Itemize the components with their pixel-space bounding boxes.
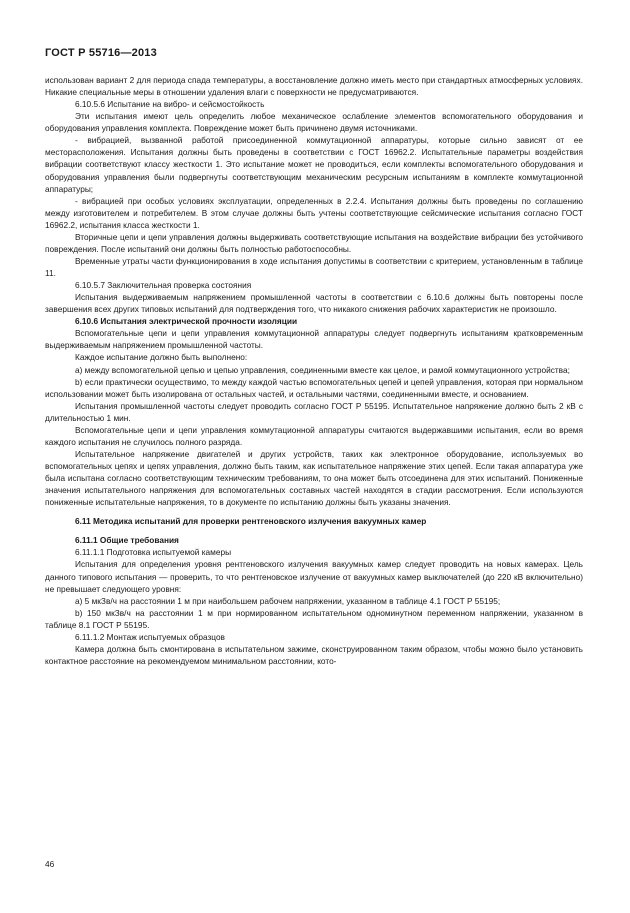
section-heading-bold: 6.11.1 Общие требования [75, 535, 179, 546]
section-heading: 6.10.5.6 Испытание на вибро- и сейсмостойкость [75, 99, 265, 110]
paragraph: Каждое испытание должно быть выполнено: [75, 352, 248, 363]
paragraph: Вспомогательные цепи и цепи управления коммутационной аппаратуры считаются выдержавшими испытания, если во время каждого испытания не случилось полного разряда. [45, 424, 583, 447]
paragraph: Временные утраты части функционирования в ходе испытания допустимы в соответствии с критерием, установленным в таблице 11. [45, 255, 583, 278]
paragraph: Камера должна быть смонтирована в испытательном зажиме, сконструированном таким образом, чтобы можно было установить контактное расстояние на рекомендуемом минимальном расстоянии, кото- [45, 643, 583, 666]
section-heading-bold: 6.10.6 Испытания электрической прочности изоляции [75, 316, 298, 327]
paragraph: Вспомогательные цепи и цепи управления коммутационной аппаратуры следует подвергнуть испытаниям кратковременным выдерживаемым напряжением промышленной частоты. [45, 328, 583, 351]
page-number: 46 [45, 859, 55, 869]
paragraph: использован вариант 2 для периода спада температуры, а восстановление должно иметь место при стандартных атмосферных условиях. Никакие специальные меры в отношении удаления влаги с поверхности не предусматриваются. [45, 75, 583, 98]
list-item: b) 150 мкЗв/ч на расстоянии 1 м при нормированном испытательном одноминутном переменном напряжении, указанном в таблице 8.1 ГОСТ Р 55195. [45, 607, 583, 630]
paragraph: Эти испытания имеют цель определить любое механическое ослабление элементов вспомогательного оборудования и оборудования управления комплекта. Повреждение может быть причинено двумя источниками. [45, 111, 583, 134]
document-body [45, 74, 583, 667]
paragraph: Испытательное напряжение двигателей и других устройств, таких как электронное оборудование, используемых во вспомогательных цепях и цепях управления, должно быть таким, как испытательное напряжение этих цепей. Если такая аппаратура уже была испытана согласно соответствующим техническим требованиям, то она может быть отсоединена для этих испытаний. Пониженные значения испытательного напряжения для вспомогательных составных частей находятся в стадии рассмотрения. Если используются пониженные испытательные напряжения, то в документе по испытанию должны быть указаны значения. [45, 448, 583, 508]
list-item: a) 5 мкЗв/ч на расстоянии 1 м при наибольшем рабочем напряжении, указанном в таблице 4.1 ГОСТ Р 55195; [75, 595, 501, 606]
section-heading: 6.11.1.2 Монтаж испытуемых образцов [75, 631, 225, 642]
list-item: - вибрацией, вызванной работой присоединенной коммутационной аппаратуры, которые сильно зависят от ее месторасположения. Испытания должны быть проведены в соответствии с ГОСТ 16962.2. Испытательные параметры воздействия вибрации соответствуют классу жесткости 1. Это испытание может не проводиться, если комплекты вспомогательного оборудования и оборудования управления были подвергнуты соответствующим механическим ресурсным испытаниям в комплекте коммутационной аппаратуры; [45, 135, 583, 194]
list-item: - вибрацией при особых условиях эксплуатации, определенных в 2.2.4. Испытания должны быть проведены по соглашению между изготовителем и потребителем. В этом случае должны быть учтены соответствующие сейсмические испытания согласно ГОСТ 16962.2, испытания класса жесткости 1. [45, 195, 583, 230]
paragraph: Испытания для определения уровня рентгеновского излучения вакуумных камер следует проводить на новых камерах. Цель данного типового испытания — проверить, то что рентгеновское излучение от вакуумных камер выключателей (до 220 кВ включительно) не превышает следующего уровня: [45, 559, 583, 594]
paragraph: Вторичные цепи и цепи управления должны выдерживать соответствующие испытания на воздействие вибрации без устойчивого повреждения. После испытаний они должны быть полностью работоспособны. [45, 231, 583, 254]
section-heading: 6.11.1.1 Подготовка испытуемой камеры [75, 547, 232, 558]
paragraph: Испытания выдерживаемым напряжением промышленной частоты в соответствии с 6.10.6 должны быть повторены после завершения всех других типовых испытаний для подтверждения того, что никакого снижения рабочих характеристик не произошло. [45, 292, 583, 315]
section-heading: 6.10.5.7 Заключительная проверка состояния [75, 280, 252, 291]
list-item: a) между вспомогательной цепью и цепью управления, соединенными вместе как целое, и рамой коммутационного устройства; [75, 364, 570, 375]
list-item: b) если практически осуществимо, то между каждой частью вспомогательных цепей и цепей управления, которая при нормальном использовании может быть изолирована от остальных частей, и остальными частями, соединенными вместе, и основанием. [45, 376, 583, 399]
section-heading-bold: 6.11 Методика испытаний для проверки рентгеновского излучения вакуумных камер [75, 516, 427, 527]
paragraph: Испытания промышленной частоты следует проводить согласно ГОСТ Р 55195. Испытательное напряжение должно быть 2 кВ с длительностью 1 мин. [45, 400, 583, 423]
document-code-header: ГОСТ Р 55716—2013 [45, 47, 157, 59]
